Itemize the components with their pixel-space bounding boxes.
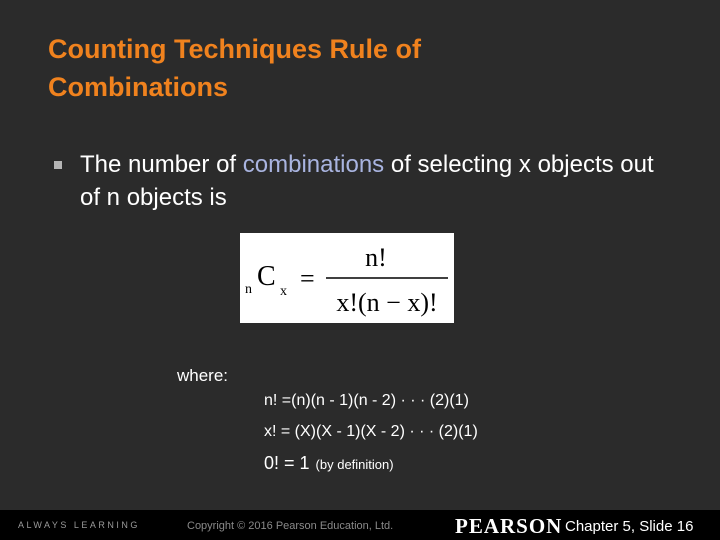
formula-denominator: x!(n − x)! xyxy=(336,288,438,317)
formula-sub-n: n xyxy=(245,282,252,297)
footer-copyright: Copyright © 2016 Pearson Education, Ltd. xyxy=(187,520,394,532)
bullet-highlight: combinations xyxy=(242,151,385,178)
formula-sub-x: x xyxy=(280,284,287,299)
zero-factorial-definition xyxy=(264,453,394,474)
pearson-logo: PEARSON xyxy=(455,514,563,538)
combination-formula xyxy=(240,233,454,323)
formula-c: C xyxy=(257,261,276,292)
footer-tagline: ALWAYS LEARNING xyxy=(18,520,140,530)
formula-equals: = xyxy=(300,264,315,293)
bullet-text-after: of selecting x objects out of n objects is xyxy=(80,151,654,211)
zero-factorial-value: 0! = 1 xyxy=(264,453,310,473)
zero-factorial-note: (by definition) xyxy=(315,457,394,472)
bullet-marker xyxy=(54,161,62,169)
slide-title-line2: Combinations xyxy=(48,72,228,102)
footer-bar xyxy=(0,510,720,540)
formula-numerator: n! xyxy=(365,243,387,272)
slide-title-line1: Counting Techniques Rule of xyxy=(48,34,421,64)
n-factorial-definition: n! =(n)(n - 1)(n - 2) · · · (2)(1) xyxy=(264,392,469,409)
x-factorial-definition: x! = (X)(X - 1)(X - 2) · · · (2)(1) xyxy=(264,423,478,440)
bullet-text-before: The number of xyxy=(80,151,243,178)
bullet-text xyxy=(80,148,680,214)
where-label: where: xyxy=(177,366,229,385)
footer-page-number: Chapter 5, Slide 16 xyxy=(565,518,694,535)
slide-title xyxy=(48,30,648,106)
